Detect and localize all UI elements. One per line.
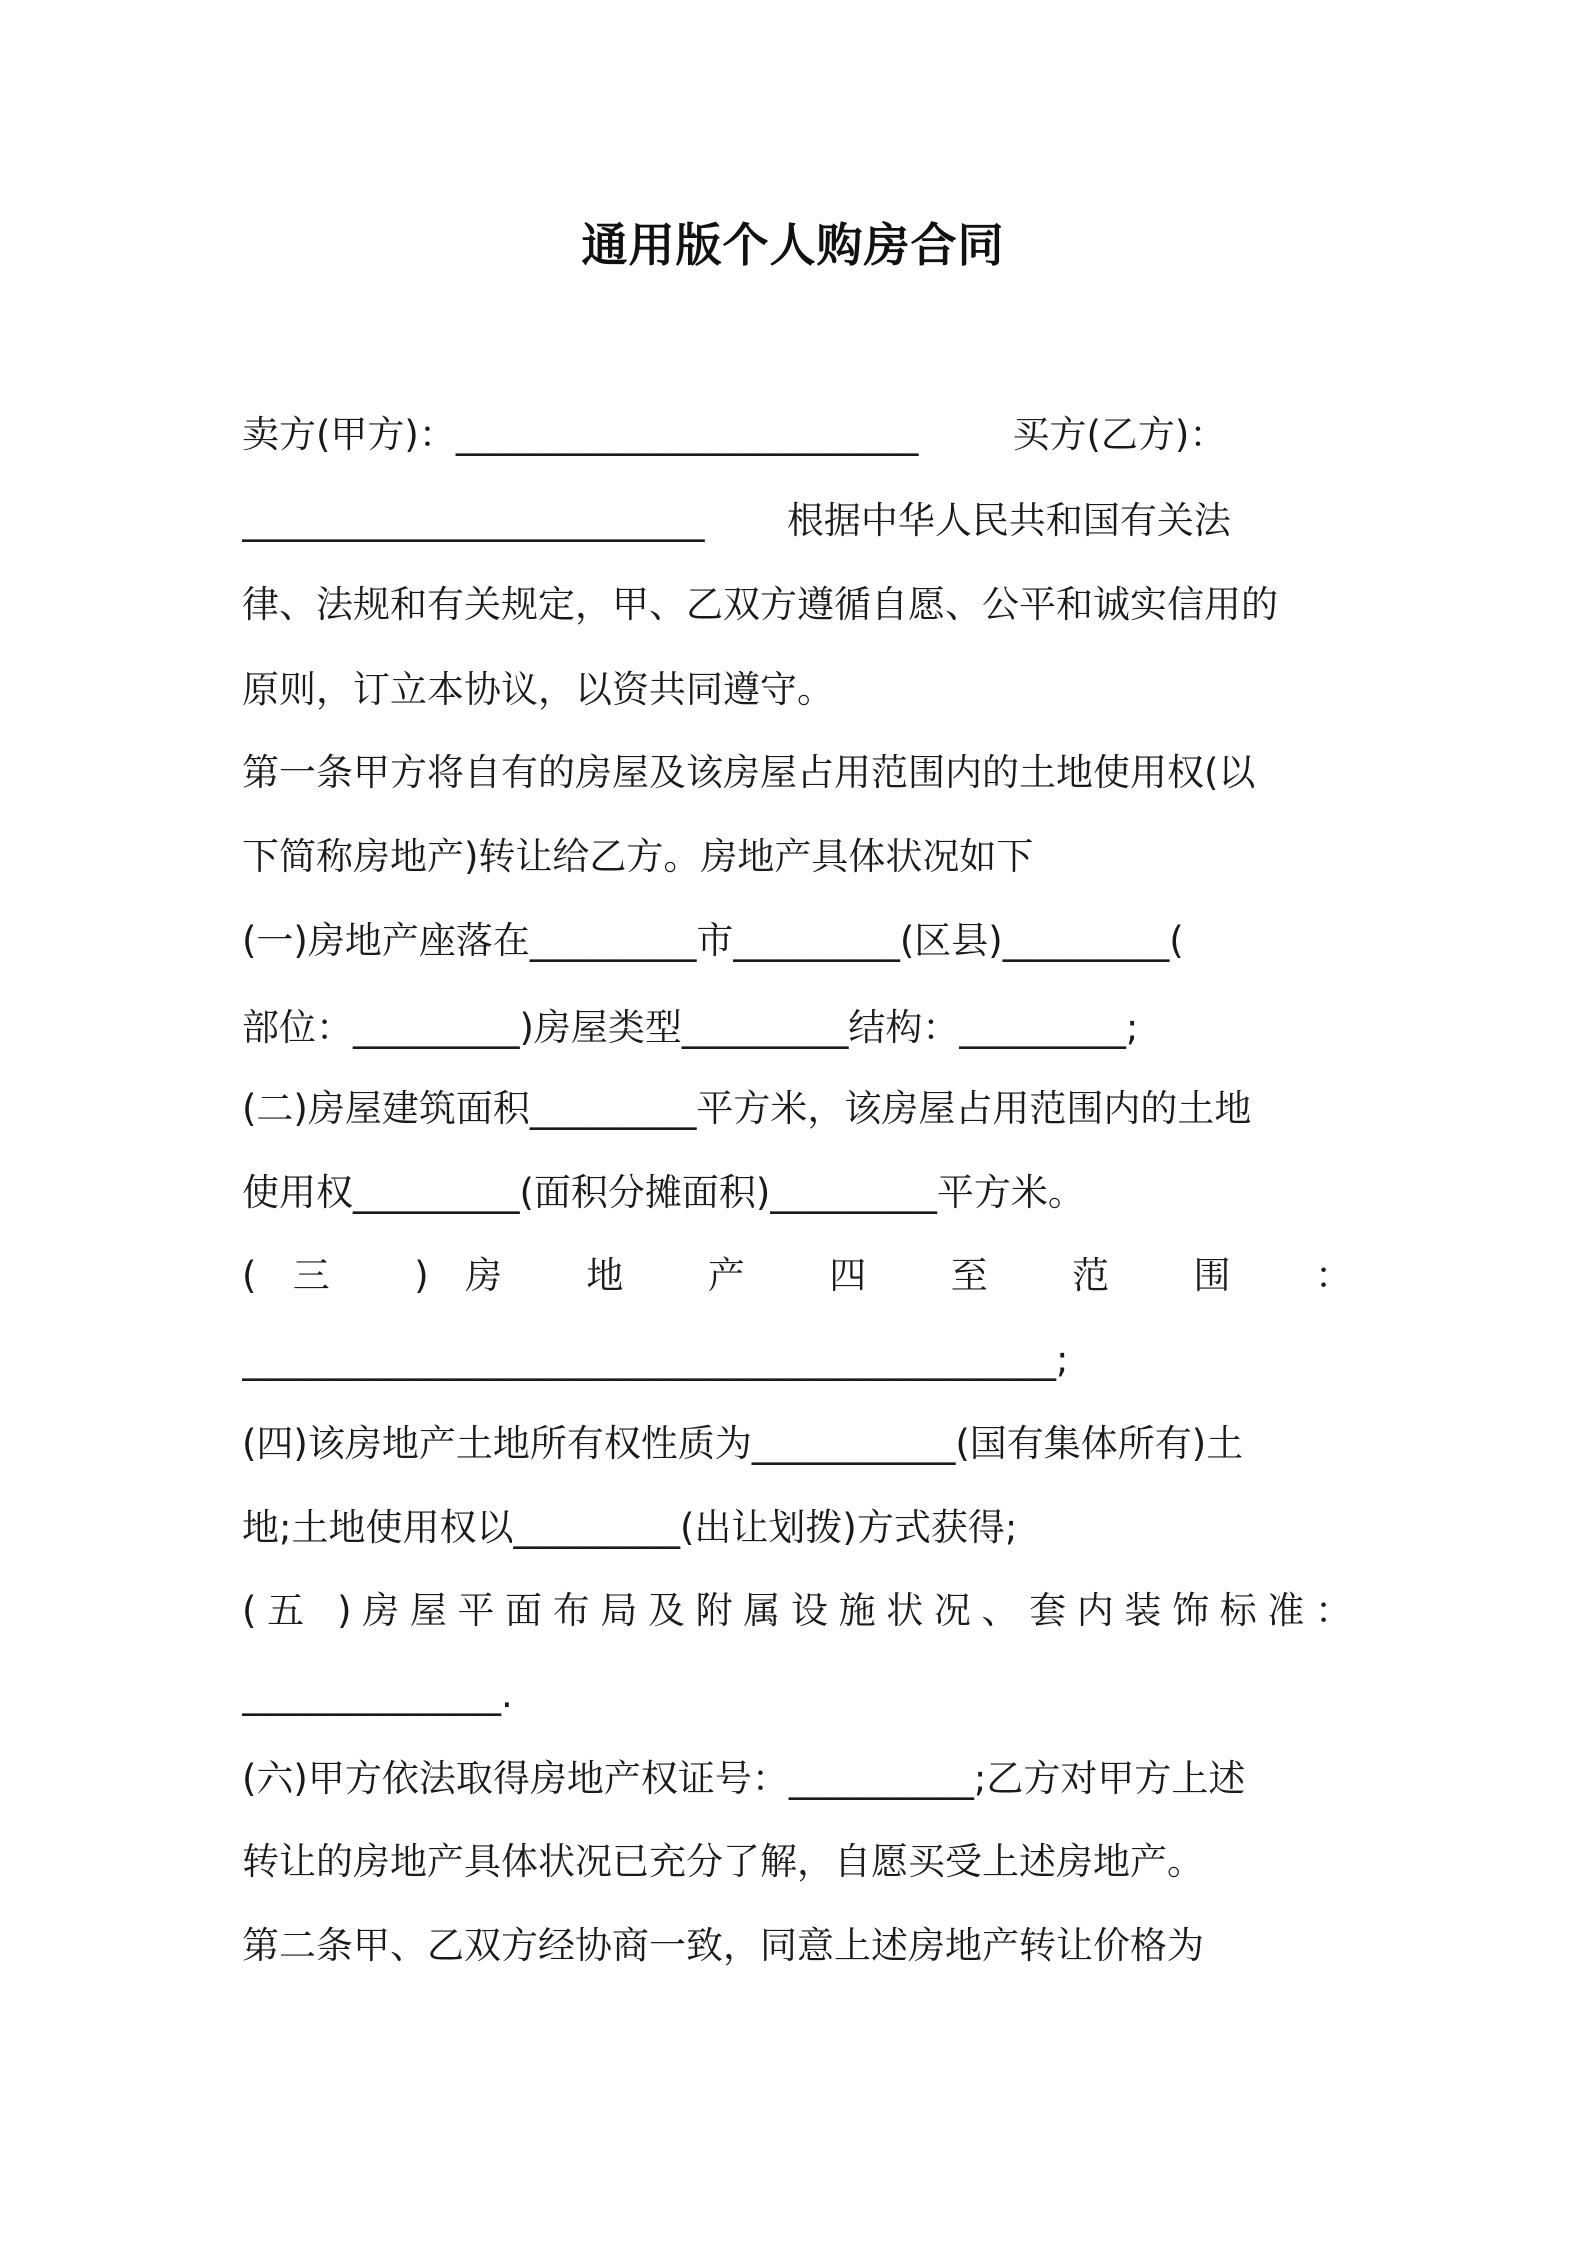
- seller-buyer-line: 卖方(甲方)：_________________________ 买方(乙方)：: [242, 413, 1227, 456]
- paragraph-line: _________________________ 根据中华人民共和国有关法: [242, 499, 1231, 542]
- clause-5-line: (五 )房屋平面布局及附属设施状况、套内装饰标准：: [242, 1589, 1352, 1632]
- document-title: 通用版个人购房合同: [581, 218, 1005, 272]
- clause-4-line: (四)该房地产土地所有权性质为___________(国有集体所有)土: [242, 1422, 1244, 1465]
- clause-3-line: ____________________________________________;: [242, 1338, 1069, 1381]
- clause-5-line: ______________.: [242, 1673, 513, 1716]
- paragraph-line: 律、法规和有关规定，甲、乙双方遵循自愿、公平和诚实信用的: [242, 583, 1278, 626]
- clause-1-line: 部位：_________)房屋类型_________结构：_________;: [242, 1006, 1139, 1049]
- clause-3-line: (三 )房 地 产 四 至 范 围 ：: [242, 1254, 1352, 1297]
- article-1-line: 下简称房地产)转让给乙方。房地产具体状况如下: [242, 835, 1034, 878]
- article-1-line: 第一条甲方将自有的房屋及该房屋占用范围内的土地使用权(以: [242, 751, 1256, 794]
- clause-2-line: (二)房屋建筑面积_________平方米，该房屋占用范围内的土地: [242, 1087, 1252, 1130]
- clause-2-line: 使用权_________(面积分摊面积)_________平方米。: [242, 1171, 1085, 1214]
- paragraph-line: 原则，订立本协议，以资共同遵守。: [242, 668, 834, 711]
- article-2-line: 第二条甲、乙双方经协商一致，同意上述房地产转让价格为: [242, 1924, 1204, 1967]
- clause-6-line: 转让的房地产具体状况已充分了解，自愿买受上述房地产。: [242, 1840, 1204, 1883]
- clause-4-line: 地;土地使用权以_________(出让划拨)方式获得;: [242, 1506, 1018, 1549]
- clause-1-line: (一)房地产座落在_________市_________(区县)_________(: [242, 919, 1184, 962]
- clause-6-line: (六)甲方依法取得房地产权证号：__________;乙方对甲方上述: [242, 1757, 1246, 1800]
